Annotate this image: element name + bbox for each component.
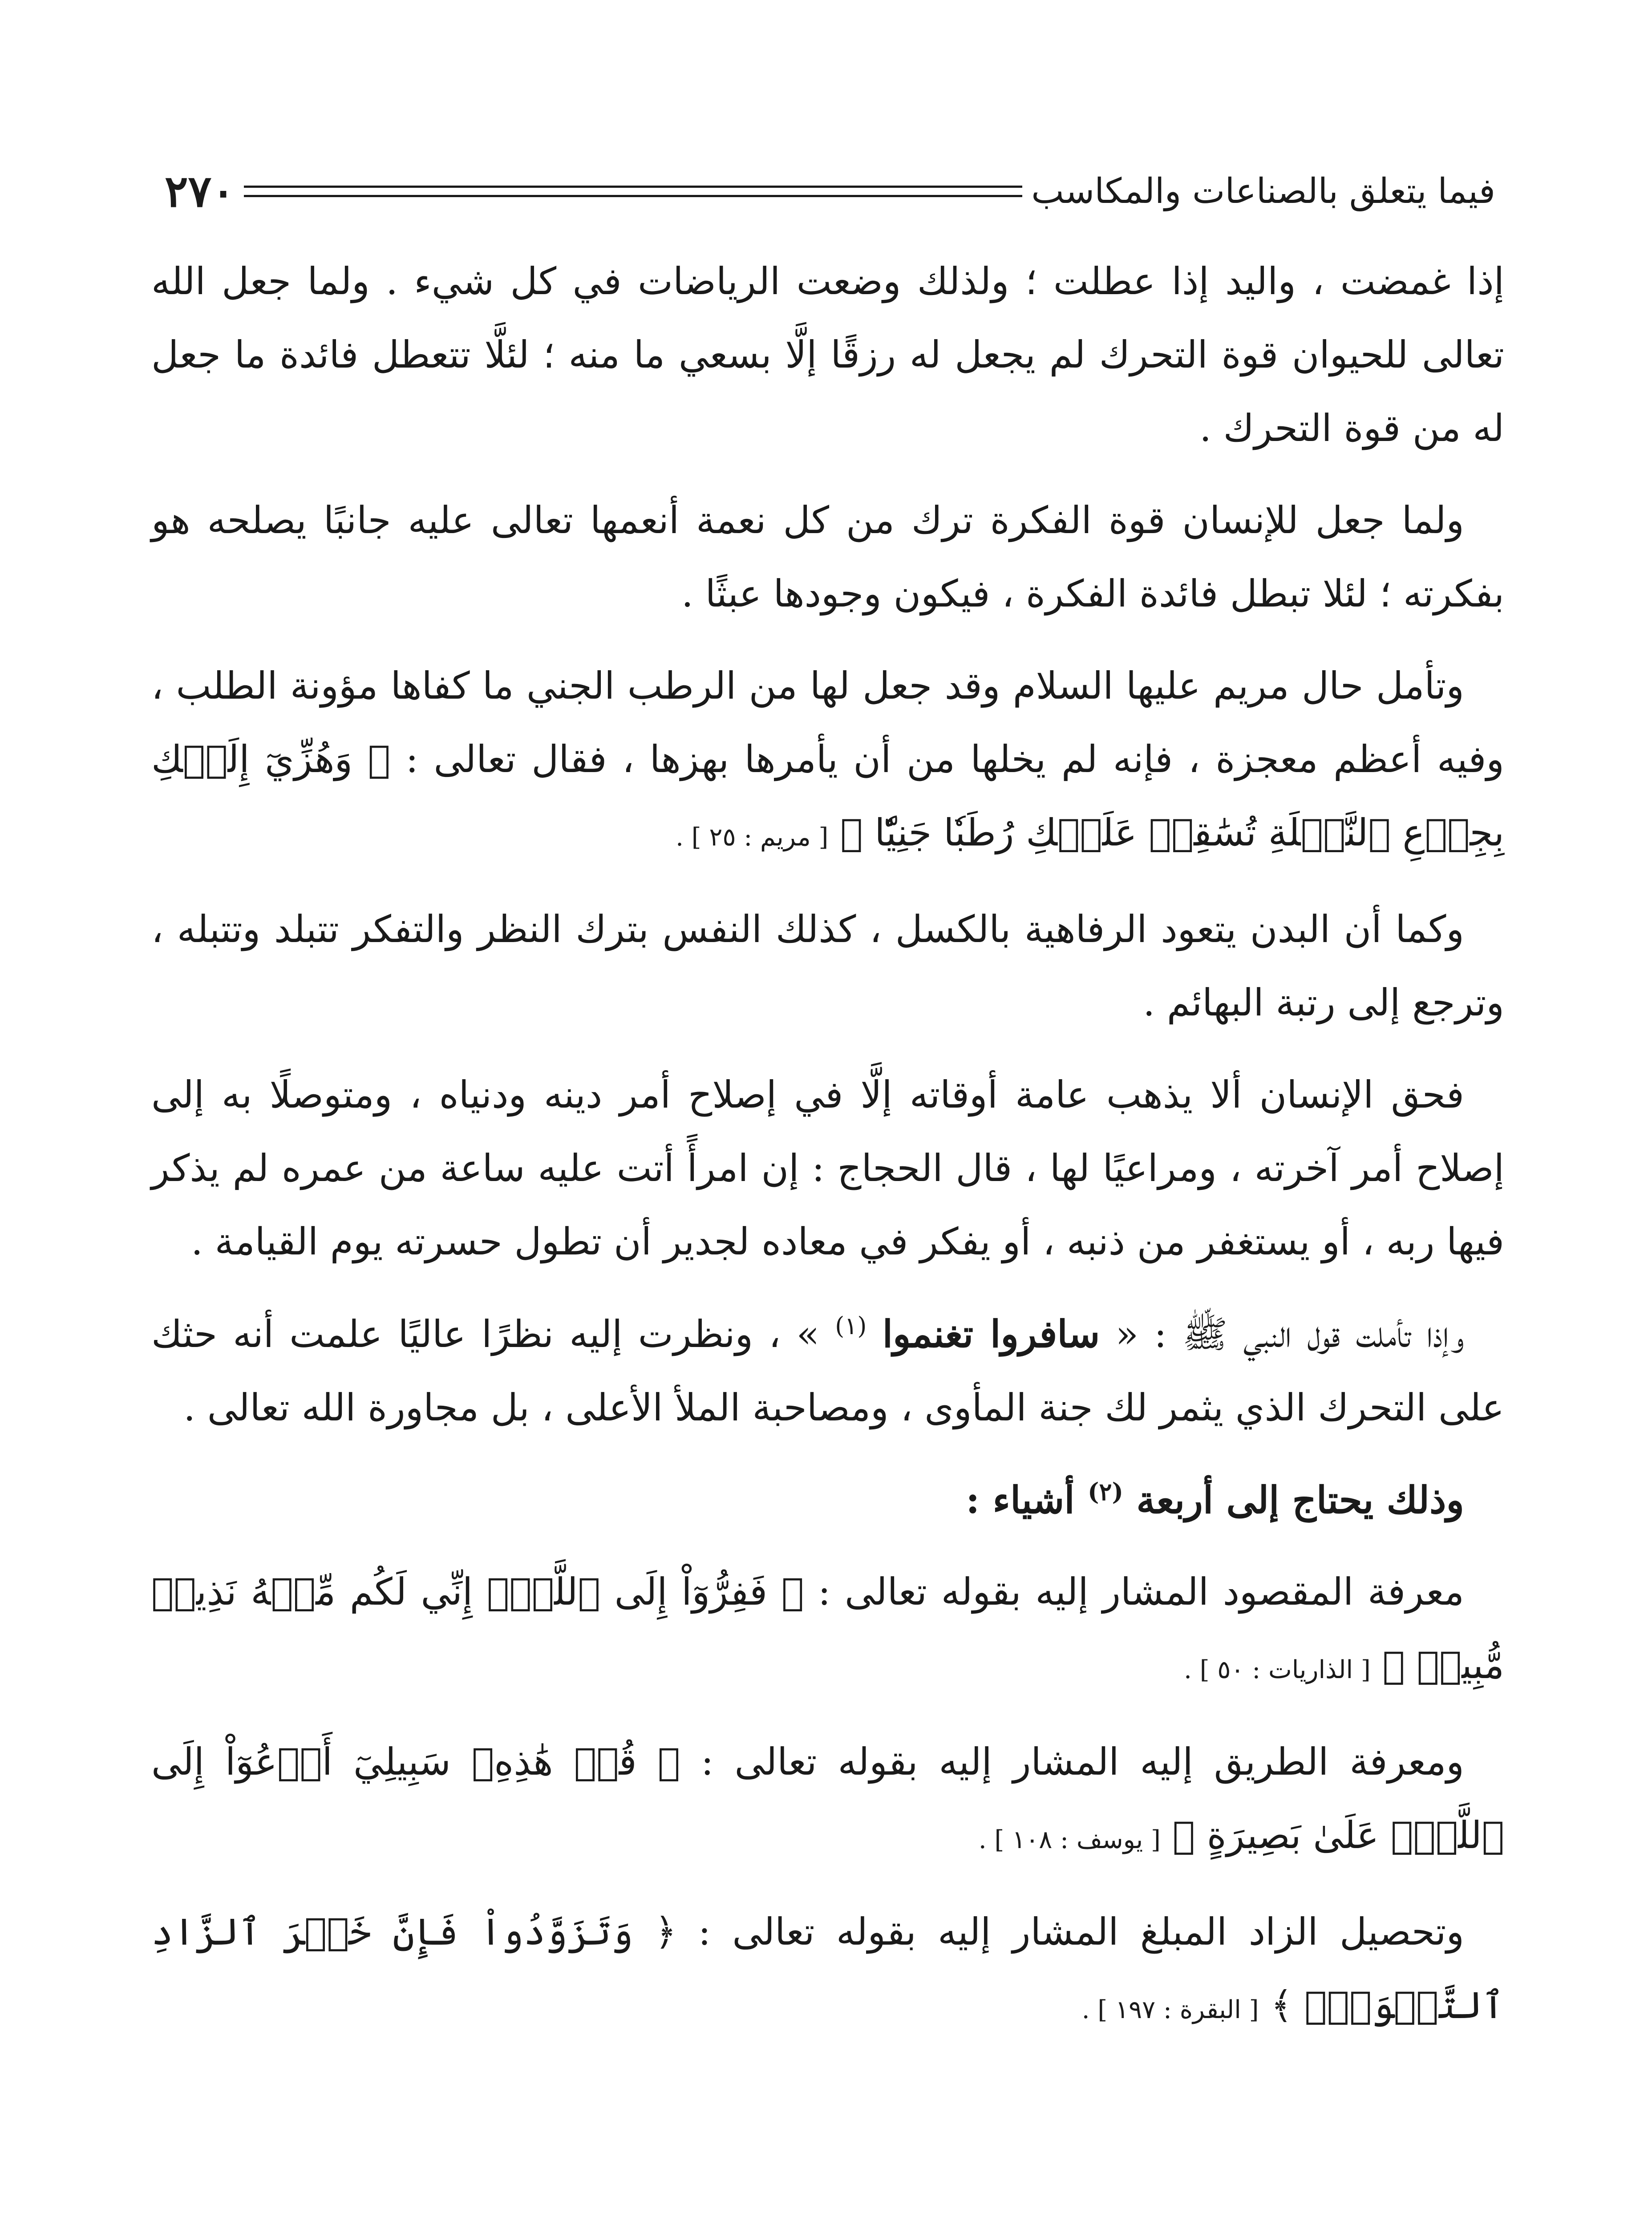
verse-citation: [ البقرة : ١٩٧ ] . <box>1081 1995 1259 2024</box>
paragraph: وتحصيل الزاد المبلغ المشار إليه بقوله تعالى : ﴿ وَتَزَوَّدُواْ فَإِنَّ خَيۡرَ ٱلزَّادِ ٱلتَّقۡوَىٰۖ ﴾ [ البقرة : ١٩٧ ] . <box>151 1910 1504 2027</box>
verse-citation: [ يوسف : ١٠٨ ] . <box>978 1825 1161 1854</box>
footnote-marker: (٢) <box>1087 1477 1124 1506</box>
paragraph: ومعرفة الطريق إليه المشار إليه بقوله تعالى : ﴿ قُلۡ هَٰذِهِۦ سَبِيلِيٓ أَدۡعُوٓاْ إِلَى ٱللَّهِۚ عَلَىٰ بَصِيرَةٍ ﴾ [ يوسف : ١٠٨ ] . <box>151 1740 1504 1857</box>
paragraph: فحق الإنسان ألا يذهب عامة أوقاته إلَّا في إصلاح أمر دينه ودنياه ، ومتوصلًا به إلى إصلاح أمر آخرته ، ومراعيًا لها ، قال الحجاج : إن امرأً أتت عليه ساعة من عمره لم يذكر فيها ربه ، أو يستغفر من ذنبه ، أو يفكر في معاده لجدير أن تطول حسرته يوم القيامة . <box>151 1073 1505 1263</box>
quran-verse: ﴿ قُلۡ هَٰذِهِۦ سَبِيلِيٓ أَدۡعُوٓاْ إِلَى ٱللَّهِۚ عَلَىٰ بَصِيرَةٍ ﴾ <box>151 1740 1504 1857</box>
running-title: فيما يتعلق بالصناعات والمكاسب <box>1031 171 1495 211</box>
paragraph: إذا غمضت ، واليد إذا عطلت ؛ ولذلك وضعت الرياضات في كل شيء . ولما جعل الله تعالى للحيوان قوة التحرك لم يجعل له رزقًا إلَّا بسعي ما منه ؛ لئلَّا تتعطل فائدة ما جعل له من قوة التحرك . <box>151 259 1504 450</box>
running-header <box>151 160 1504 222</box>
hadith-quote: سافروا تغنموا <box>882 1312 1100 1356</box>
verse-citation: [ الذاريات : ٥٠ ] . <box>1184 1655 1371 1684</box>
quran-verse: ﴿ وَتَزَوَّدُواْ فَإِنَّ خَيۡرَ ٱلزَّادِ ٱلتَّقۡوَىٰۖ ﴾ <box>151 1910 1504 2027</box>
header-double-rule <box>244 186 1022 197</box>
paragraph: وكما أن البدن يتعود الرفاهية بالكسل ، كذلك النفس بترك النظر والتفكر تتبلد وتتبله ، وترجع إلى رتبة البهائم . <box>151 907 1504 1024</box>
page-number: ٢٧٠ <box>165 166 235 217</box>
quran-verse: ﴿ فَفِرُّوٓاْ إِلَى ٱللَّهِۖ إِنِّي لَكُم مِّنۡهُ نَذِيرٞ مُّبِينٞ ﴾ <box>151 1570 1504 1687</box>
footnote-marker: (١) <box>835 1312 867 1340</box>
paragraph: ولما جعل للإنسان قوة الفكرة ترك من كل نعمة أنعمها تعالى عليه جانبًا يصلحه هو بفكرته ؛ لئلا تبطل فائدة الفكرة ، فيكون وجودها عبثًا . <box>151 498 1504 615</box>
verse-citation: [ مريم : ٢٥ ] . <box>676 823 829 852</box>
quran-verse: ﴿ وَهُزِّيٓ إِلَيۡكِ بِجِذۡعِ ٱلنَّخۡلَةِ تُسَٰقِطۡ عَلَيۡكِ رُطَبٗا جَنِيّٗا ﴾ <box>151 737 1504 854</box>
section-subheading: وذلك يحتاج إلى أربعة $^{(٢)}$ أشياء : <box>966 1477 1464 1522</box>
main-text <box>151 245 1504 2065</box>
paragraph: وإذا تأملت قول النبي ﷺ : « سافروا تغنموا $^{(١)}$ » ، ونظرت إليه نظرًا عاليًا علمت أنه حثك على التحرك الذي يثمر لك جنة المأوى ، ومصاحبة الملأ الأعلى ، بل مجاورة الله تعالى . <box>151 1312 1504 1429</box>
book-page <box>151 160 1504 2225</box>
paragraph: وتأمل حال مريم عليها السلام وقد جعل لها من الرطب الجني ما كفاها مؤونة الطلب ، وفيه أعظم معجزة ، فإنه لم يخلها من أن يأمرها بهزها ، فقال تعالى : ﴿ وَهُزِّيٓ إِلَيۡكِ بِجِذۡعِ ٱلنَّخۡلَةِ تُسَٰقِطۡ عَلَيۡكِ رُطَبٗا جَنِيّٗا ﴾ [ مريم : ٢٥ ] . <box>151 664 1504 854</box>
paragraph: معرفة المقصود المشار إليه بقوله تعالى : ﴿ فَفِرُّوٓاْ إِلَى ٱللَّهِۖ إِنِّي لَكُم مِّنۡهُ نَذِيرٞ مُّبِينٞ ﴾ [ الذاريات : ٥٠ ] . <box>151 1570 1504 1687</box>
